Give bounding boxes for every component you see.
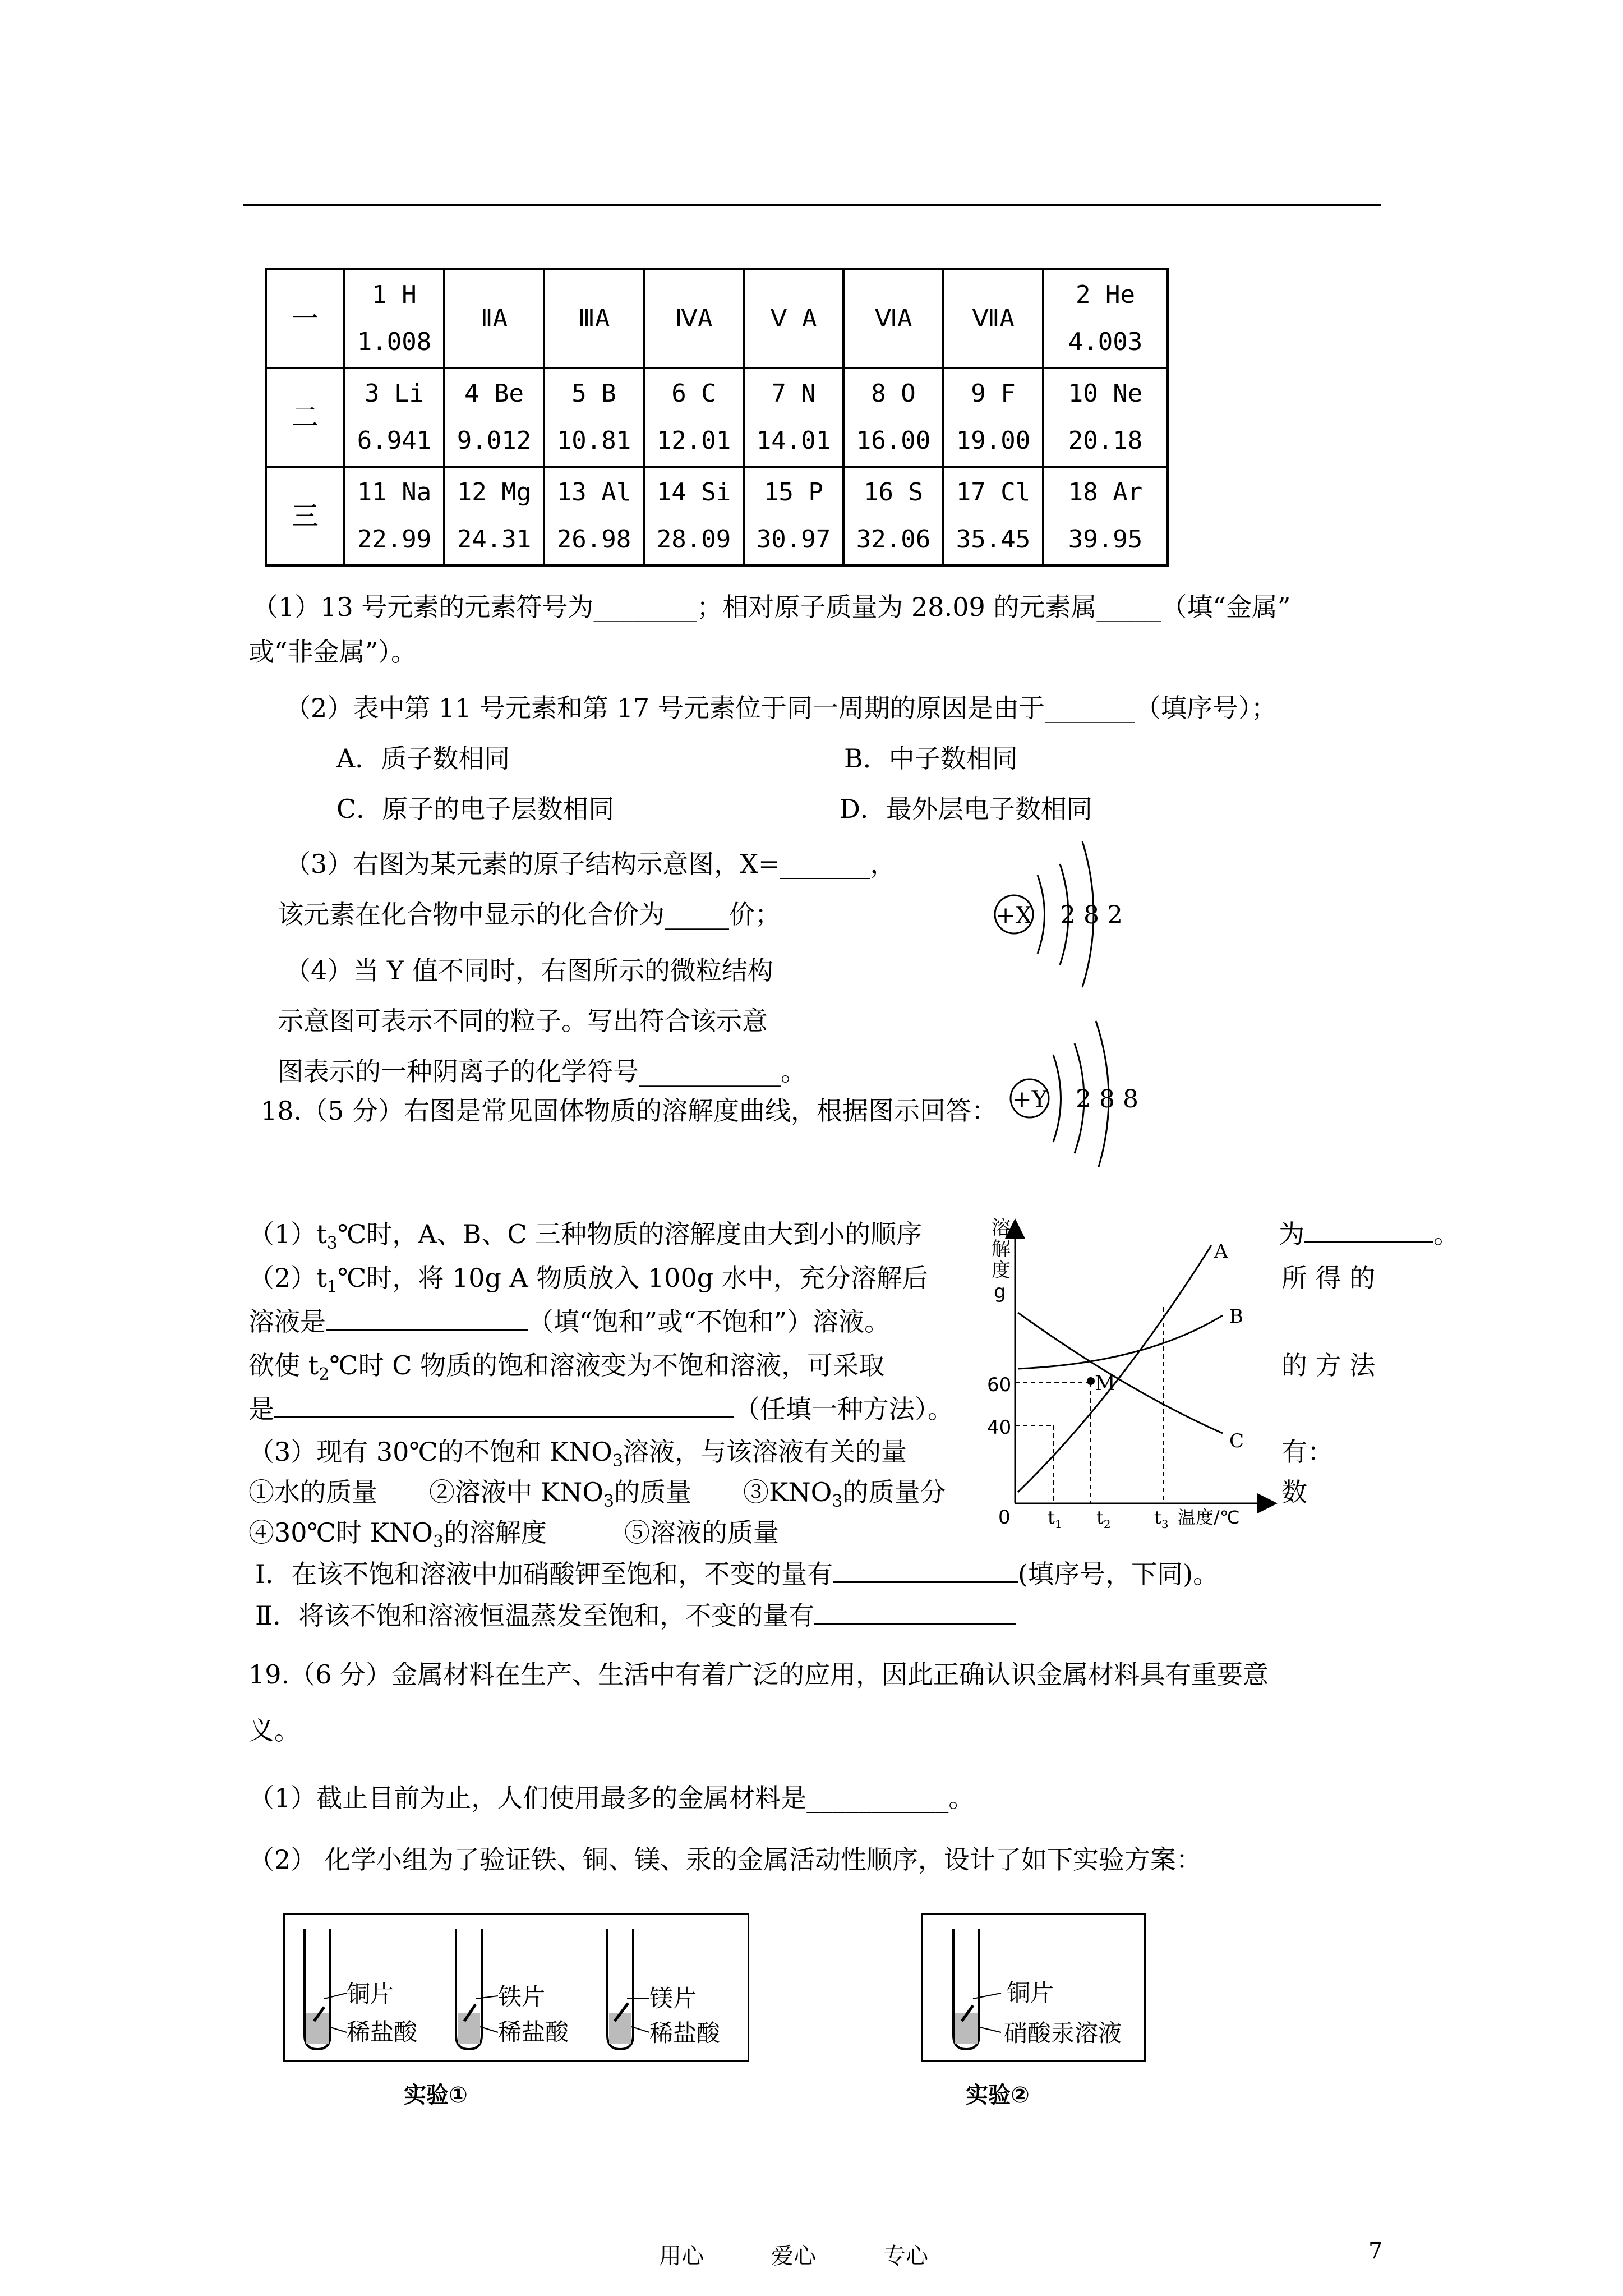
period-row-1: 一 1 H 1.008 ⅡA ⅢA ⅣA Ⅴ A ⅥA ⅦA 2 He 4.003 [266,269,1168,368]
test-tube [456,1929,482,2049]
xtick-t2: $t_2$ [1096,1507,1111,1531]
q19-heading-line1: 19.（6 分）金属材料在生产、生活中有着广泛的应用，因此正确认识金属材料具有重要意 [248,1659,1269,1690]
curve-b [1018,1315,1223,1369]
period-label: 二 [266,368,344,467]
shell-electrons: 2 8 2 [1060,901,1123,930]
origin-label: 0 [998,1506,1011,1529]
test-tube [953,1929,979,2049]
label-a: A [1214,1240,1228,1263]
q17-option-c: C．原子的电子层数相同 [336,794,615,824]
shell-electrons: 2 8 8 [1076,1085,1138,1114]
q17-part4-line3: 图表示的一种阴离子的化学符号___________。 [278,1056,806,1087]
tube-solution-label: 硝酸汞溶液 [1004,2019,1122,2047]
q17-part3-line1: （3）右图为某元素的原子结构示意图，X=_______， [285,849,896,879]
ylabel-char: 溶 [992,1217,1011,1239]
q18-line3: 溶液是 （填“饱和”或“不饱和”）溶液。 [248,1306,891,1337]
q17-part4-line1: （4）当 Y 值不同时，右图所示的微粒结构 [285,955,773,986]
period-row-3: 三 11 Na 22.99 12 Mg 24.31 13 Al 26.98 14 Si 28.09 15 P 30.97 16 S 32.06 17 Cl 35.45 18 Ar 39.95 [266,467,1168,565]
q18-line2: $(2)t_1℃$时，将 10g A 物质放入 100g 水中，充分溶解后 [248,1263,928,1297]
q17-part1-line2: 或“非金属”）。 [248,637,417,667]
tube-2-metal-label: 铁片 [498,1983,546,2010]
label-c: C [1229,1430,1244,1452]
q17-option-d: D．最外层电子数相同 [840,794,1092,824]
q17-part4-line2: 示意图可表示不同的粒子。写出符合该示意 [278,1006,768,1036]
experiment-2-box [921,1913,1146,2062]
ylabel-char: 解 [992,1238,1011,1260]
tube-3-solution-label: 稀盐酸 [649,2019,721,2047]
q18-line10: Ⅱ．将该不饱和溶液恒温蒸发至饱和，不变的量有 [255,1599,1016,1632]
q17-part1-line1: （1）13 号元素的元素符号为________；相对原子质量为 28.09 的元素属_____（填“金属” [252,592,1291,622]
nucleus-label: +X [995,901,1032,929]
q19-heading-line2: 义。 [248,1715,300,1746]
tube-1-metal-label: 铜片 [347,1980,394,2008]
q19-part1: （1）截止目前为止，人们使用最多的金属材料是___________。 [248,1783,975,1813]
curve-a [1018,1245,1211,1492]
curve-c [1018,1313,1223,1433]
period-row-2: 二 3 Li 6.941 4 Be 9.012 5 B 10.81 6 C 12.01 7 N 14.01 8 O 16.00 9 F 19.00 10 Ne 20.18 [266,368,1168,467]
ylabel-char: g [994,1281,1006,1303]
q18-line4: 欲使 $t_2℃$时 C 物质的饱和溶液变为不饱和溶液，可采取 [248,1350,885,1384]
experiment-2-caption: 实验② [966,2082,1030,2108]
label-b: B [1229,1305,1243,1328]
q17-part3-line2: 该元素在化合物中显示的化合价为_____价； [278,899,781,930]
intersection-point-m [1087,1377,1095,1385]
ylabel-char: 度 [992,1259,1011,1282]
tube-metal-label: 铜片 [1007,1979,1054,2007]
tube-3-metal-label: 镁片 [649,1985,697,2012]
q17-part2: （2）表中第 11 号元素和第 17 号元素位于同一周期的原因是由于_______（填序号）； [285,693,1277,723]
q18-heading: 18.（5 分）右图是常见固体物质的溶解度曲线，根据图示回答： [261,1096,998,1126]
ytick-60: 60 [987,1374,1012,1396]
q18-line7-right: 数 [1281,1477,1307,1507]
xlabel: 温度/℃ [1178,1507,1240,1528]
test-tube [305,1929,330,2049]
period-label: 三 [266,467,344,565]
header-rule [243,204,1381,206]
test-tube [607,1929,633,2049]
q18-line4-right: 的 方 法 [1281,1350,1376,1381]
q18-line2-right: 所 得 的 [1281,1263,1376,1293]
q18-line9: Ⅰ．在该不饱和溶液中加硝酸钾至饱和，不变的量有 (填序号，下同)。 [255,1559,1219,1589]
q18-line1-right: 为 。 [1279,1219,1459,1249]
q17-option-b: B．中子数相同 [844,743,1018,774]
experiment-1-caption: 实验① [404,2082,468,2108]
label-m: M [1095,1372,1115,1395]
xtick-t1: $t_1$ [1048,1507,1062,1531]
atom-diagram-y [1011,1021,1138,1167]
q18-line6: （3）现有 30℃的不饱和 $KNO_3$溶液，与该溶液有关的量 [248,1437,907,1471]
nucleus-label: +Y [1012,1085,1048,1113]
ytick-40: 40 [987,1416,1012,1439]
q18-line5: 是 （任填一种方法）。 [248,1394,953,1424]
q18-line6-right: 有： [1281,1437,1333,1467]
periodic-table [265,268,1169,567]
experiment-1-box [283,1913,749,2062]
q18-line1: $(1)t_3℃$时，A、B、C 三种物质的溶解度由大到小的顺序 [248,1219,923,1253]
q18-line8: ④30℃时 $KNO_3$的溶解度 ⑤溶液的质量 [248,1517,780,1552]
period-label: 一 [266,269,344,368]
tube-1-solution-label: 稀盐酸 [347,2018,418,2046]
xtick-t3: $t_3$ [1154,1507,1169,1531]
footer-motto: 用心 爱心 专心 [659,2243,928,2269]
q19-part2: （2） 化学小组为了验证铁、铜、镁、汞的金属活动性顺序，设计了如下实验方案： [248,1844,1202,1875]
q17-option-a: A．质子数相同 [336,743,510,774]
tube-2-solution-label: 稀盐酸 [498,2018,569,2046]
page-number: 7 [1368,2238,1383,2264]
q18-line7: ①水的质量 ②溶液中 $KNO_3$的质量 $③KNO_3$的质量分 [248,1477,946,1511]
atom-diagram-x [995,841,1123,987]
atom-structure-diagrams [976,830,1155,1167]
solubility-chart [976,1212,1279,1531]
